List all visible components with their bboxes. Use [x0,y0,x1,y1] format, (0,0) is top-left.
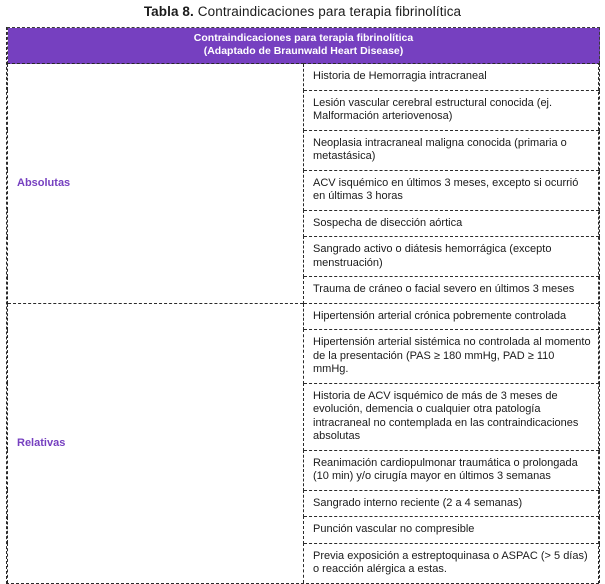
table-container [6,27,599,584]
table-caption [0,0,605,27]
contraindication-item: Hipertensión arterial sistémica no controlada al momento de la presentación (PAS ≥ 180 mmHg, PAD ≥ 110 mmHg. [304,330,600,384]
caption-text: Contraindicaciones para terapia fibrinolítica [193,4,462,19]
contraindication-item: Trauma de cráneo o facial severo en últimos 3 meses [304,277,600,304]
caption-label: Tabla 8. [143,4,194,19]
table-head [8,28,600,64]
table-body [8,64,600,583]
contraindication-item: Punción vascular no compresible [304,517,600,544]
contraindication-item: Reanimación cardiopulmonar traumática o prolongada (10 min) y/o cirugía mayor en últimos 3 semanas [304,450,600,490]
category-label-absolutas: Absolutas [8,64,304,304]
table-row [8,64,600,91]
table-row [8,303,600,330]
contraindications-table [7,27,600,583]
contraindication-item: Hipertensión arterial crónica pobremente controlada [304,303,600,330]
contraindication-item: Sospecha de disección aórtica [304,210,600,237]
contraindication-item: Neoplasia intracraneal maligna conocida (primaria o metastásica) [304,130,600,170]
contraindication-item: ACV isquémico en últimos 3 meses, excepto si ocurrió en últimas 3 horas [304,170,600,210]
header-title-line2: (Adaptado de Braunwald Heart Disease) [203,45,404,57]
table-header-cell [8,28,600,64]
table-header-row [8,28,600,64]
header-title-line1: Contraindicaciones para terapia fibrinolítica [193,32,414,44]
contraindication-item: Lesión vascular cerebral estructural conocida (ej. Malformación arteriovenosa) [304,90,600,130]
contraindication-item: Sangrado activo o diátesis hemorrágica (excepto menstruación) [304,237,600,277]
contraindication-item: Historia de ACV isquémico de más de 3 meses de evolución, demencia o cualquier otra patología intracraneal no contemplada en las contraindicaciones absolutas [304,383,600,450]
contraindication-item: Sangrado interno reciente (2 a 4 semanas) [304,490,600,517]
contraindication-item: Previa exposición a estreptoquinasa o ASPAC (> 5 días) o reacción alérgica a estas. [304,543,600,583]
contraindication-item: Historia de Hemorragia intracraneal [304,64,600,91]
category-label-relativas: Relativas [8,303,304,583]
